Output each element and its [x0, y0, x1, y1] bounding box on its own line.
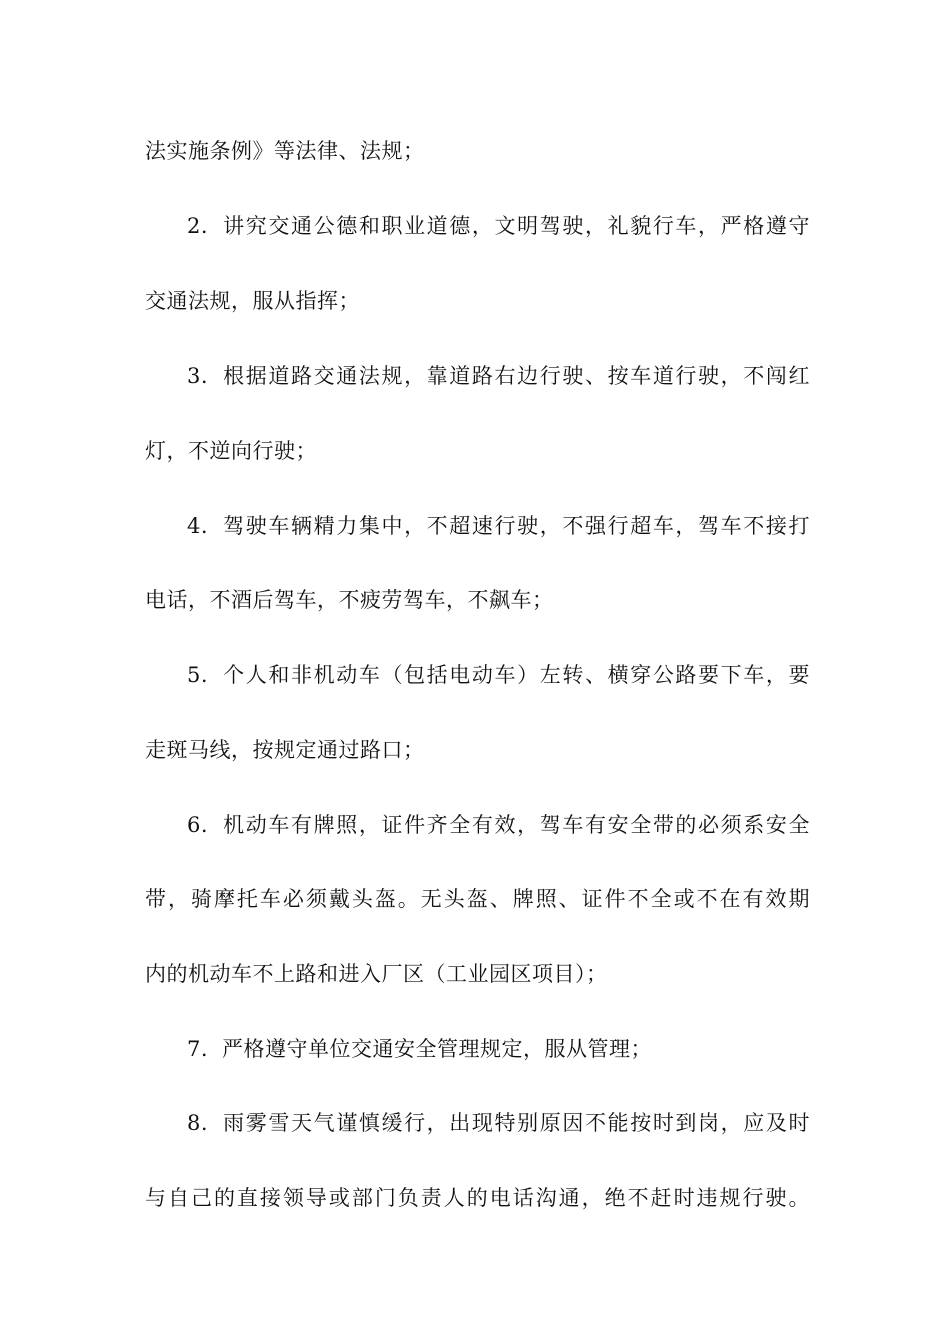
item-number: 5. [187, 663, 209, 687]
text-line-11 [145, 884, 810, 914]
text-line-3 [145, 286, 810, 316]
line-text: 与自己的直接领导或部门负责人的电话沟通，绝不赶时违规行驶。 [145, 1186, 810, 1210]
list-item-4 [187, 511, 810, 541]
text-line-9 [145, 735, 810, 765]
line-text: 内的机动车不上路和进入厂区（工业园区项目）； [145, 962, 608, 986]
list-item-5 [187, 660, 810, 690]
line-text: 雨雾雪天气谨慎缓行，出现特别原因不能按时到岗，应及时 [222, 1111, 810, 1135]
line-text: 法实施条例》等法律、法规； [145, 139, 425, 163]
list-item-3 [187, 361, 810, 391]
line-text: 电话，不酒后驾车，不疲劳驾车，不飙车； [145, 588, 554, 612]
line-text: 灯，不逆向行驶； [145, 439, 317, 463]
list-item-7 [187, 1034, 810, 1064]
line-text: 走斑马线，按规定通过路口； [145, 738, 425, 762]
item-number: 8. [187, 1111, 209, 1135]
item-number: 6. [187, 813, 209, 837]
line-text: 个人和非机动车（包括电动车）左转、横穿公路要下车，要 [222, 663, 810, 687]
line-text: 严格遵守单位交通安全管理规定，服从管理； [222, 1037, 653, 1061]
line-text: 机动车有牌照，证件齐全有效，驾车有安全带的必须系安全 [222, 813, 810, 837]
line-text: 根据道路交通法规，靠道路右边行驶、按车道行驶，不闯红 [222, 364, 810, 388]
line-text: 讲究交通公德和职业道德，文明驾驶，礼貌行车，严格遵守 [222, 214, 810, 238]
list-item-8 [187, 1108, 810, 1138]
line-text: 交通法规，服从指挥； [145, 289, 360, 313]
text-line-5 [145, 436, 810, 466]
list-item-2 [187, 211, 810, 241]
item-number: 2. [187, 214, 209, 238]
item-number: 3. [187, 364, 209, 388]
line-text: 带，骑摩托车必须戴头盔。无头盔、牌照、证件不全或不在有效期 [145, 887, 810, 911]
text-line-7 [145, 585, 810, 615]
text-line-15 [145, 1183, 810, 1213]
line-text: 驾驶车辆精力集中，不超速行驶，不强行超车，驾车不接打 [222, 514, 810, 538]
item-number: 4. [187, 514, 209, 538]
text-line-12 [145, 959, 810, 989]
item-number: 7. [187, 1037, 209, 1061]
list-item-6 [187, 810, 810, 840]
text-line-1 [145, 136, 810, 166]
